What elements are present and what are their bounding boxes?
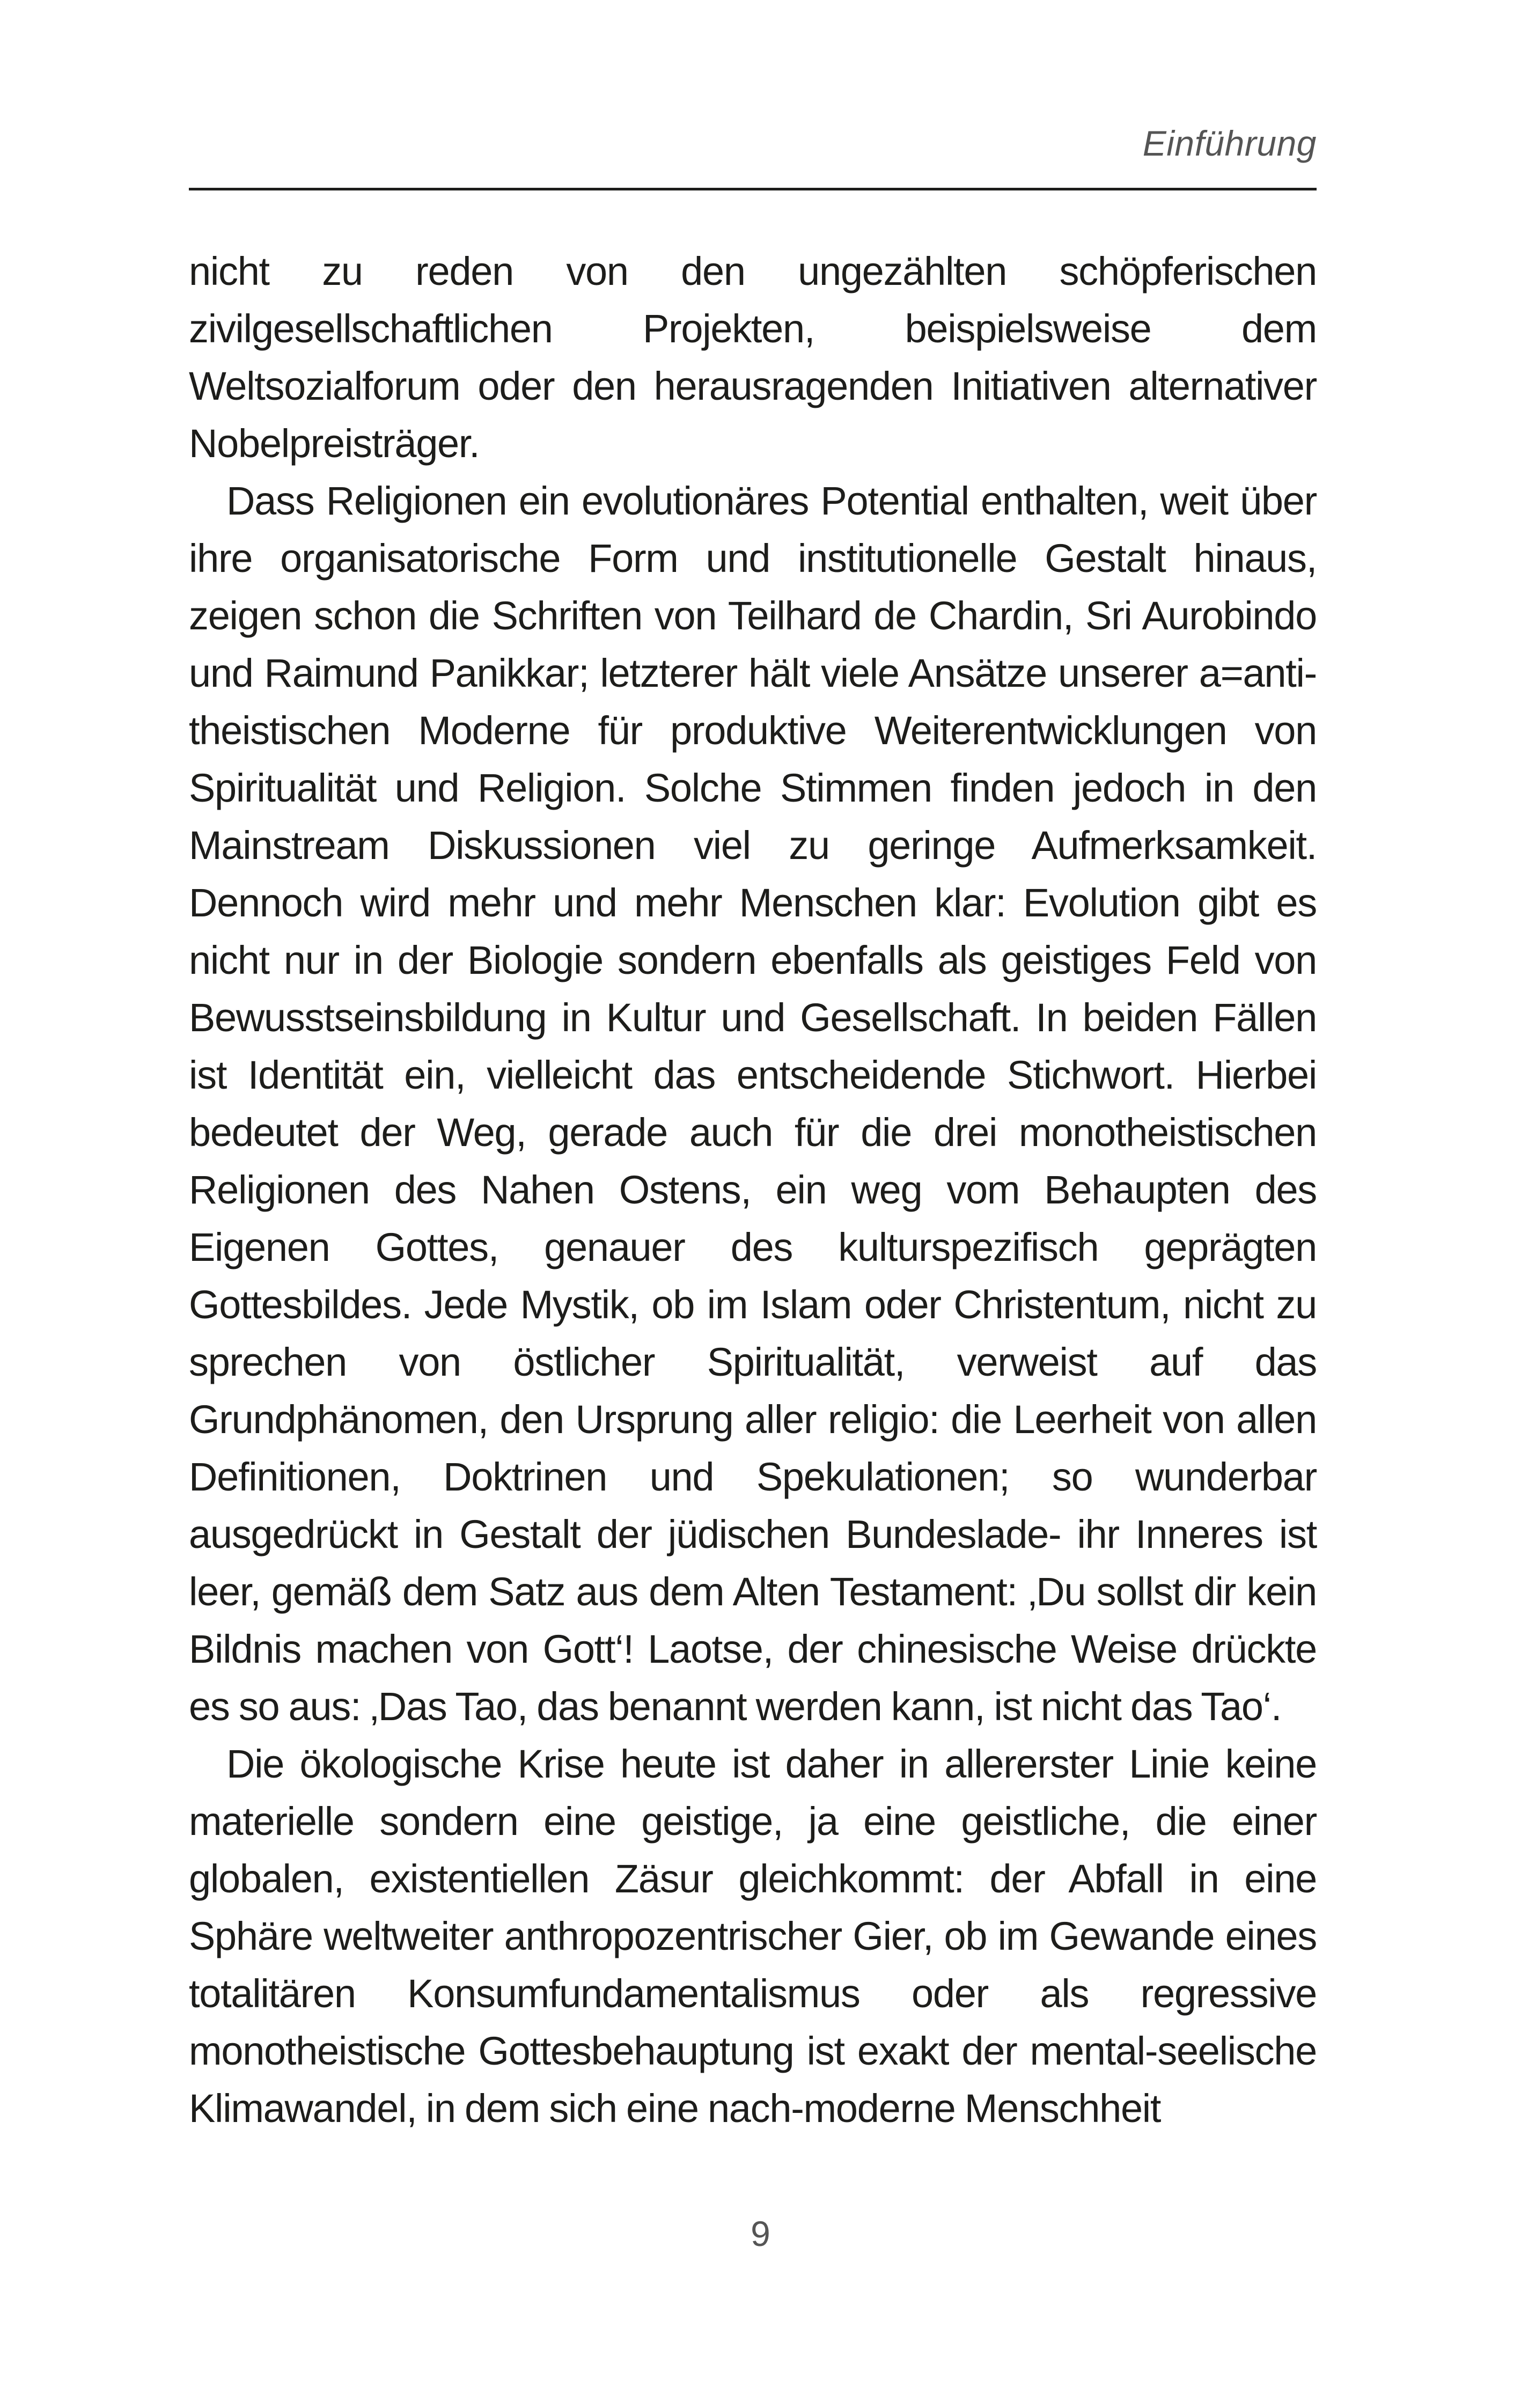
running-header-title: Einführung xyxy=(1142,123,1317,163)
body-text xyxy=(189,243,1317,2137)
header-divider xyxy=(189,188,1317,190)
paragraph-ecological-crisis: Die ökologische Krise heute ist daher in allererster Linie keine materielle sondern eine geistige, ja eine geistliche, die einer globalen, existentiellen Zäsur gleichkommt: der Abfall in eine Sphäre weltweiter anthropozentrischer Gier, ob im Gewande eines totalitären Konsumfundamentalismus oder als regressive monotheistische Gottesbehauptung ist exakt der mental-seelische Klimawandel, in dem sich eine nach-moderne Menschheit xyxy=(189,1742,1317,2131)
page-number: 9 xyxy=(751,2214,770,2253)
paragraph-continuation: nicht zu reden von den ungezählten schöpferischen zivilgesellschaftlichen Projekten, beispielsweise dem Weltsozialforum oder den herausragenden Initiativen alternativer Nobelpreisträger. xyxy=(189,249,1317,466)
paragraph-religion-evolution: Dass Religionen ein evolutionäres Potential enthalten, weit über ihre organisatorische Form und institutionelle Gestalt hinaus, zeigen schon die Schriften von Teilhard de Chardin, Sri Aurobindo und Raimund Panikkar; letzterer hält viele Ansätze unserer a=anti-theistischen Moderne für produktive Weiterentwicklungen von Spiritualität und Religion. Solche Stimmen finden jedoch in den Mainstream Diskussionen viel zu geringe Aufmerksamkeit. Dennoch wird mehr und mehr Menschen klar: Evolution gibt es nicht nur in der Biologie sondern ebenfalls als geistiges Feld von Bewusstseinsbildung in Kultur und Gesellschaft. In beiden Fällen ist Identität ein, vielleicht das entscheidende Stichwort. Hierbei bedeutet der Weg, gerade auch für die drei monotheistischen Religionen des Nahen Ostens, ein weg vom Behaupten des Eigenen Gottes, genauer des kulturspezifisch geprägten Gottesbildes. Jede Mystik, ob im Islam oder Christentum, nicht zu sprechen von östlicher Spiritualität, verweist auf das Grundphänomen, den Ursprung aller religio: die Leerheit von allen Definitionen, Doktrinen und Spekulationen; so wunderbar ausgedrückt in Gestalt der jüdischen Bundeslade- ihr Inneres ist leer, gemäß dem Satz aus dem Alten Testament: ‚Du sollst dir kein Bildnis machen von Gott‘! Laotse, der chinesische Weise drückte es so aus: ‚Das Tao, das benannt werden kann, ist nicht das Tao‘. xyxy=(189,479,1317,1729)
